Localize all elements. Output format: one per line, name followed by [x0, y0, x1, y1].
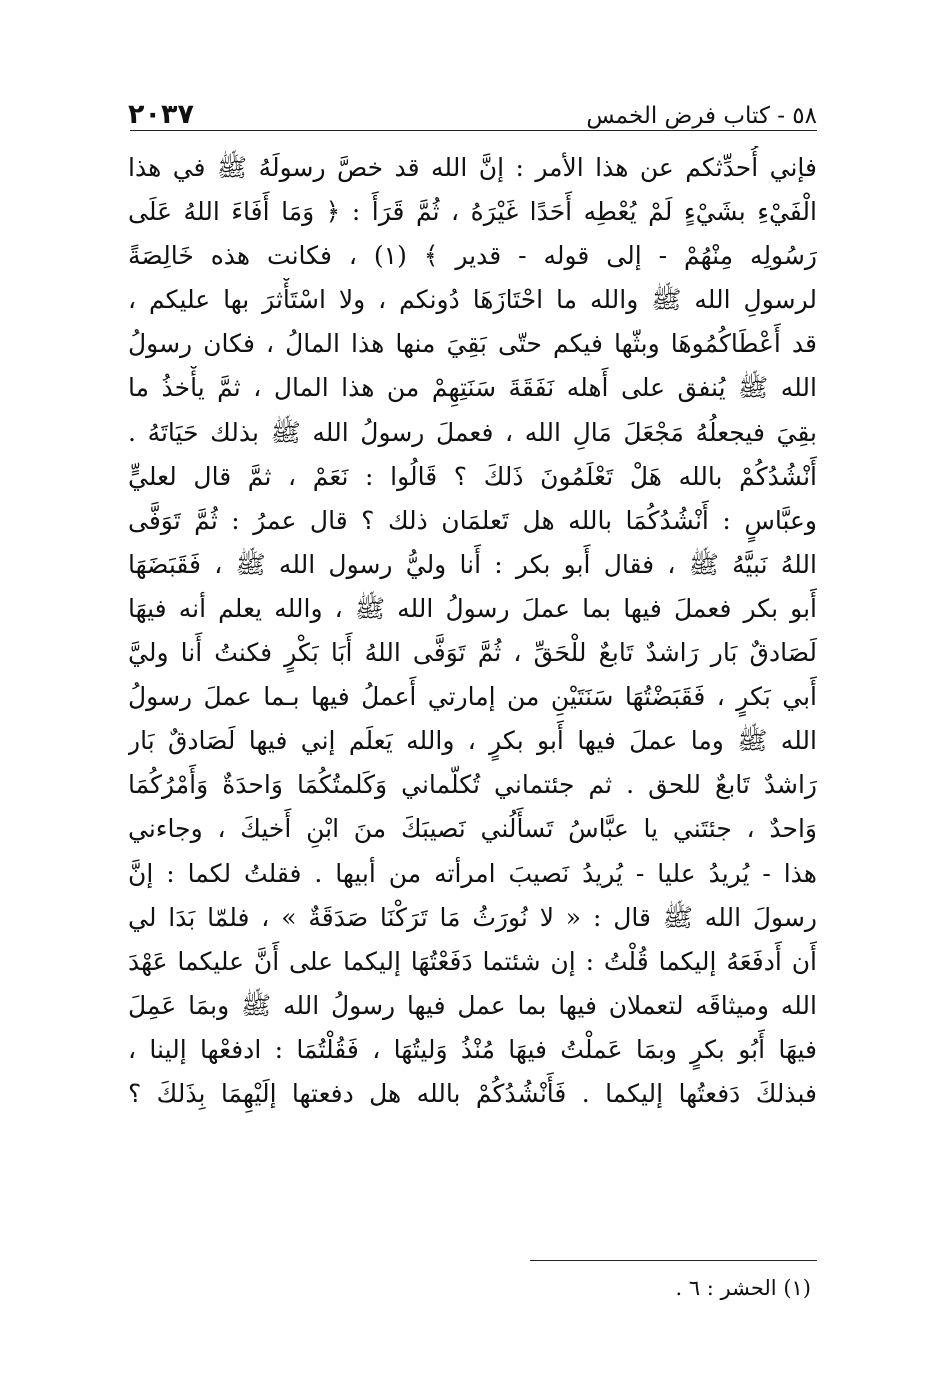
text-line: قد أَعْطَاكُمُوهَا وبثّها فيكم حتّى بَقِيَ منها هذا المالُ ، فكان رسولُ: [128, 329, 817, 359]
text-line: وَاحدٌ ، جئتَني يا عبَّاسُ تَسأَلُني نَصيبَكَ منَ ابْنِ أَخيكَ ، وجاءني: [128, 814, 817, 844]
text-line: الْفَيْءِ بشَيْءٍ لَمْ يُعْطِه أَحَدًا غَيْرَهُ ، ثُمَّ قَرَأَ : ﴿ وَمَا أَفَاءَ اللهُ عَلَى: [128, 197, 817, 227]
text-line: فإني أُحدِّثكم عن هذا الأمر : إنَّ الله قد خصَّ رسولَهُ ﷺ في هذا: [128, 153, 817, 182]
text-line: لرسولِ الله ﷺ والله ما احْتَازَهَا دُونكم ، ولا اسْتَأْثرَ بها عليكم ،: [128, 285, 817, 315]
body-text: [128, 146, 817, 1116]
text-line: أَبي بَكرٍ ، فَقَبَضْتُهَا سَنَتَيْنِ من إمارتي أَعملُ فيها بـما عملَ رسولُ: [128, 682, 817, 712]
text-line: أَبو بكر فعملَ فيها بما عملَ رسولُ الله ﷺ ، والله يعلم أنه فيهَا: [128, 593, 817, 623]
text-line: رَاشدٌ تَابعٌ للحق . ثم جئتماني تُكلّماني وَكَلمتُكُمَا وَاحدَةٌ وَأَمْرُكُمَا: [128, 770, 817, 800]
running-title: ٥٨ - كتاب فرض الخمس: [586, 103, 817, 129]
text-line: فيهَا أَبُو بكرٍ وبمَا عَملْتُ فيهَا مُنْذُ وَليتُهَا ، فَقُلْتُمَا : ادفعْها إلينا ،: [128, 1034, 817, 1064]
text-line: بقِيَ فيجعلُهُ مَجْعَلَ مَالِ الله ، فعملَ رسولُ الله ﷺ بذلك حَيَاتَهُ .: [128, 417, 817, 447]
text-line: الله وميثاقَه لتعملان فيها بما عمل فيها رسولُ الله ﷺ وبمَا عَمِلَ: [128, 990, 817, 1020]
text-line: وعبَّاسٍ : أَنْشُدُكُمَا بالله هل تَعلمَان ذلك ؟ قال عمرُ : ثُمَّ تَوَفَّى: [128, 505, 817, 535]
text-line: رَسُولِه مِنْهُمْ - إلى قوله - قدير ﴾ (١) ، فكانت هذه خَالِصَةً: [128, 241, 817, 271]
text-line: فبذلكَ دَفعتُها إليكما . فَأَنْشُدُكُمْ بالله هل دفعتها إلَيْهِمَا بِذَلكَ ؟: [128, 1078, 817, 1108]
text-line: لَصَادقٌ بَار رَاشدٌ تَابعٌ للْحَقِّ ، ثُمَّ تَوَفَّى اللهُ أَبَا بَكْرٍ فكنتُ أَنا وليَّ: [128, 638, 817, 668]
footnote: (١) الحشر : ٦ .: [675, 1276, 811, 1300]
page-header: [128, 88, 817, 128]
text-line: هذا - يُريدُ عليا - يُريدُ نَصيبَ امرأته من أبيها . فقلتُ لكما : إنَّ: [128, 858, 817, 888]
text-line: أَنْشُدُكُمْ بالله هَلْ تَعْلَمُونَ ذَلكَ ؟ قَالُوا : نَعَمْ ، ثمَّ قال لعليٍّ: [128, 461, 817, 491]
footnote-divider: [530, 1260, 817, 1261]
text-line: رسولَ الله ﷺ قال : « لا نُورَثُ مَا تَرَكْنَا صَدَقَةٌ » ، فلمّا بَدَا لي: [128, 902, 817, 932]
text-line: الله ﷺ يُنفق على أَهله نَفَقَةَ سَنَتِهِمْ من هذا المال ، ثمَّ يأْخذُ ما: [128, 373, 817, 403]
header-divider: [130, 130, 817, 131]
text-line: اللهُ نَبيَّهُ ﷺ ، فقال أَبو بكر : أَنا وليُّ رسول الله ﷺ ، فَقَبَضَهَا: [128, 549, 817, 579]
page-number: ٢٠٣٧: [128, 99, 194, 130]
text-line: أَن أَدفَعَهُ إليكما قُلْتُ : إن شئتما دَفَعْتُهَا إليكما على أَنَّ عليكما عَهْدَ: [128, 946, 817, 976]
text-line: الله ﷺ وما عملَ فيها أَبو بكرٍ ، والله يَعلَم إني فيها لَصَادقٌ بَار: [128, 726, 817, 756]
